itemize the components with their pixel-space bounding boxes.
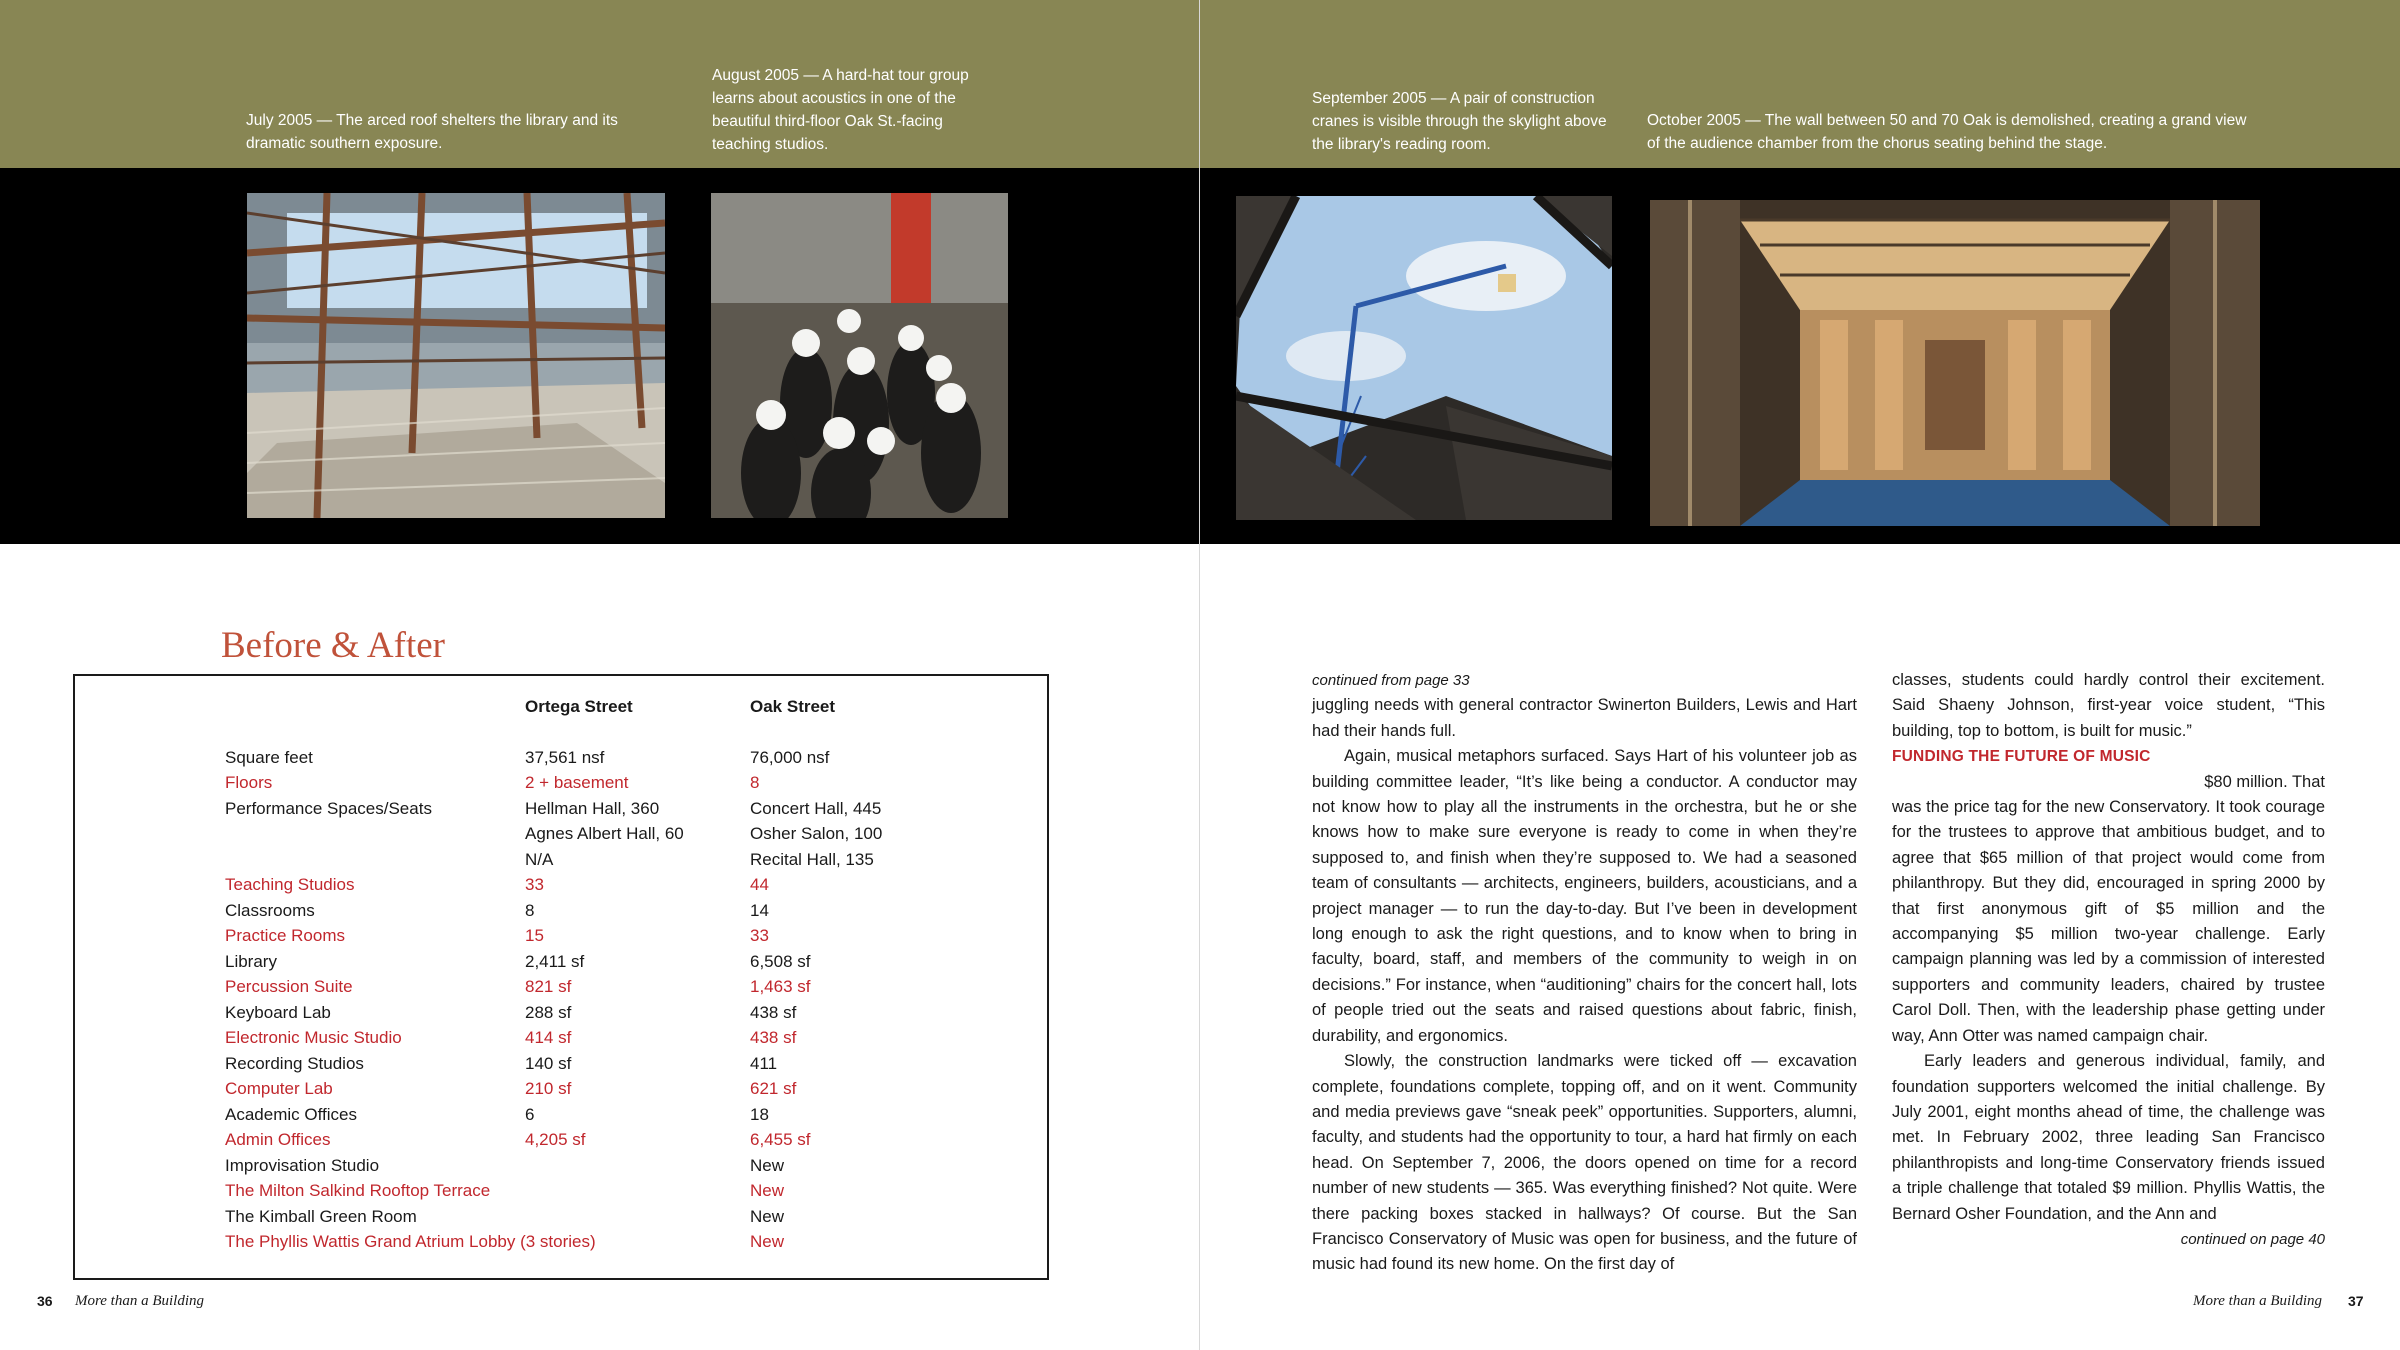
row-ortega-value: 288 sf xyxy=(525,1002,572,1022)
table-row xyxy=(151,1051,911,1077)
continued-from: continued from page 33 xyxy=(1312,672,1470,689)
table-row xyxy=(151,745,911,771)
running-head-left: More than a Building xyxy=(75,1293,205,1309)
row-label: Keyboard Lab xyxy=(225,1002,331,1022)
row-label: Floors xyxy=(225,773,273,792)
row-label: Computer Lab xyxy=(225,1079,333,1098)
row-label: The Phyllis Wattis Grand Atrium Lobby (3 stories) xyxy=(225,1232,596,1251)
running-head-right: More than a Building xyxy=(2193,1293,2323,1309)
row-ortega-value: 2 + basement xyxy=(525,773,629,792)
spine-gutter xyxy=(1199,0,1200,1350)
row-ortega-value: Agnes Albert Hall, 60 xyxy=(525,824,684,843)
row-ortega-value: 210 sf xyxy=(525,1079,572,1098)
continued-on: continued on page 40 xyxy=(2180,1230,2325,1248)
row-label: Electronic Music Studio xyxy=(225,1028,402,1047)
before-after-title: Before & After xyxy=(221,625,445,666)
table-row xyxy=(151,1204,911,1230)
table-row xyxy=(151,1127,911,1153)
page-number-right: 37 xyxy=(2348,1293,2364,1309)
table-row xyxy=(151,796,911,822)
row-oak-value: New xyxy=(750,1206,785,1226)
row-label: Practice Rooms xyxy=(225,926,345,945)
row-label: Classrooms xyxy=(225,900,315,920)
article-paragraph-6: Early leaders and generous individual, family, and foundation supporters welcomed the initial challenge. By July 2001, eight months ahead of time, the challenge was met. In February 2002, three leading San Francisco philanthropists and long-time Conservatory friends issued a triple challenge that totaled $9 million. Phyllis Wattis, the Bernard Osher Foundation, and the Ann and xyxy=(1892,1052,2325,1223)
article-column-1 xyxy=(1312,668,1857,1278)
row-ortega-value: 6 xyxy=(525,1104,535,1124)
row-label: Performance Spaces/Seats xyxy=(225,798,432,818)
table-row xyxy=(151,1000,911,1026)
caption-september: September 2005 — A pair of construction cranes is visible through the skylight above the library's reading room. xyxy=(1312,90,1607,153)
photo-audience-chamber xyxy=(1650,200,2260,526)
row-ortega-value: 8 xyxy=(525,900,535,920)
row-label: Square feet xyxy=(225,747,313,767)
page-number-left: 36 xyxy=(37,1293,53,1309)
row-oak-value: 6,508 sf xyxy=(750,951,811,971)
row-oak-value: Osher Salon, 100 xyxy=(750,824,883,843)
caption-august: August 2005 — A hard-hat tour group learns about acoustics in one of the beautiful third-floor Oak St.-facing teaching studios. xyxy=(712,67,969,153)
table-row xyxy=(151,949,911,975)
row-label: Academic Offices xyxy=(225,1104,357,1124)
table-row xyxy=(151,1153,911,1179)
row-oak-value: 438 sf xyxy=(750,1028,797,1047)
table-row xyxy=(151,770,911,796)
row-ortega-value: Hellman Hall, 360 xyxy=(525,798,660,818)
row-oak-value: 33 xyxy=(750,926,769,945)
table-row xyxy=(151,1076,911,1102)
row-oak-value: 6,455 sf xyxy=(750,1130,811,1149)
table-header-row xyxy=(151,694,911,720)
table-row xyxy=(151,821,911,847)
before-after-table xyxy=(151,694,911,1255)
table-spacer xyxy=(151,720,911,745)
article-paragraph-3: Slowly, the construction landmarks were ticked off — excavation complete, foundations complete, topping off, and on it went. Community and media previews gave “sneak peek” opportunities. Supporters, alumni, faculty, and students had the opportunity to tour, a hard hat firmly on each head. On September 7, 2006, the doors opened on time for a record number of new students — 365. Was everything finished? Not quite. Were there packing boxes stacked in hallways? Of course. But the San Francisco Conservatory of Music was open for business, and the future of music had found its new home. On the first day of xyxy=(1312,1052,1857,1274)
row-ortega-value: 821 sf xyxy=(525,977,572,996)
funding-subhead: FUNDING THE FUTURE OF MUSIC xyxy=(1892,748,2151,766)
row-label: Recording Studios xyxy=(225,1053,364,1073)
photo-library-roof xyxy=(247,193,665,518)
row-label: Improvisation Studio xyxy=(225,1155,380,1175)
row-ortega-value: 33 xyxy=(525,875,544,894)
article-column-2 xyxy=(1892,668,2325,1252)
table-row xyxy=(151,1178,911,1204)
article-paragraph-4: classes, students could hardly control their excitement. Said Shaeny Johnson, first-year voice student, “This building, top to bottom, is built for music.” xyxy=(1892,671,2325,740)
table-row xyxy=(151,974,911,1000)
row-ortega-value: 2,411 sf xyxy=(525,951,585,971)
row-oak-value: 44 xyxy=(750,875,769,894)
row-ortega-value: 414 sf xyxy=(525,1028,572,1047)
row-ortega-value: 140 sf xyxy=(525,1053,572,1073)
row-oak-value: 1,463 sf xyxy=(750,977,811,996)
caption-july: July 2005 — The arced roof shelters the library and its dramatic southern exposure. xyxy=(246,112,618,152)
row-oak-value: 14 xyxy=(750,900,769,920)
row-oak-value: 621 sf xyxy=(750,1079,797,1098)
article-lead-line: $80 million. That xyxy=(2204,772,2325,791)
row-ortega-value: N/A xyxy=(525,849,554,869)
header-ortega: Ortega Street xyxy=(525,697,633,716)
row-ortega-value: 15 xyxy=(525,926,544,945)
table-row xyxy=(151,1229,911,1255)
article-paragraph-5: was the price tag for the new Conservatory. It took courage for the trustees to approve that ambitious budget, and to agree that $65 million of that project would come from philanthropy. But they did, encouraged in spring 2000 by that first anonymous gift of $5 million and the accompanying $5 million two-year challenge. Early campaign planning was led by a commission of interested supporters and community leaders, chaired by trustee Carol Doll. Then, with the leadership phase getting under way, Ann Otter was named campaign chair. xyxy=(1892,798,2325,1045)
row-label: Teaching Studios xyxy=(225,875,355,894)
row-label: The Milton Salkind Rooftop Terrace xyxy=(225,1181,491,1200)
article-paragraph-1: juggling needs with general contractor Swinerton Builders, Lewis and Hart had their hands full. xyxy=(1312,696,1857,740)
table-row xyxy=(151,872,911,898)
table-row xyxy=(151,923,911,949)
table-row xyxy=(151,847,911,873)
row-label: Library xyxy=(225,951,277,971)
photo-skylight-cranes xyxy=(1236,196,1612,520)
row-oak-value: 438 sf xyxy=(750,1002,797,1022)
row-ortega-value: 4,205 sf xyxy=(525,1130,586,1149)
row-oak-value: 76,000 nsf xyxy=(750,747,830,767)
row-oak-value: 8 xyxy=(750,773,760,792)
row-oak-value: New xyxy=(750,1232,785,1251)
row-label: Admin Offices xyxy=(225,1130,331,1149)
row-ortega-value: 37,561 nsf xyxy=(525,747,605,767)
row-oak-value: Concert Hall, 445 xyxy=(750,798,882,818)
table-row xyxy=(151,1025,911,1051)
row-oak-value: Recital Hall, 135 xyxy=(750,849,874,869)
row-label: The Kimball Green Room xyxy=(225,1206,417,1226)
header-oak: Oak Street xyxy=(750,697,836,716)
caption-october: October 2005 — The wall between 50 and 70 Oak is demolished, creating a grand view of the audience chamber from the chorus seating behind the stage. xyxy=(1647,112,2247,152)
article-paragraph-2: Again, musical metaphors surfaced. Says Hart of his volunteer job as building committee leader, “It’s like being a conductor. A conductor may not know how to play all the instruments in the orchestra, but he or she knows how to make sure everyone is ready to come in when they’re supposed to, and finish when they’re supposed to. We had a seasoned team of consultants — architects, engineers, builders, acousticians, and a project manager — to run the day-to-day. But I’ve been in development long enough to ask the right questions, and to know when to bring in faculty, board, staff, and members of the community to weigh in on decisions.” For instance, when “auditioning” chairs for the concert hall, lots of people tried out the seats and raised questions about fabric, finish, durability, and ergonomics. xyxy=(1312,747,1857,1045)
table-row xyxy=(151,898,911,924)
row-oak-value: New xyxy=(750,1155,785,1175)
photo-hard-hat-tour xyxy=(711,193,1008,518)
table-row xyxy=(151,1102,911,1128)
row-oak-value: New xyxy=(750,1181,785,1200)
row-oak-value: 411 xyxy=(750,1053,778,1073)
row-label: Percussion Suite xyxy=(225,977,353,996)
row-oak-value: 18 xyxy=(750,1104,769,1124)
